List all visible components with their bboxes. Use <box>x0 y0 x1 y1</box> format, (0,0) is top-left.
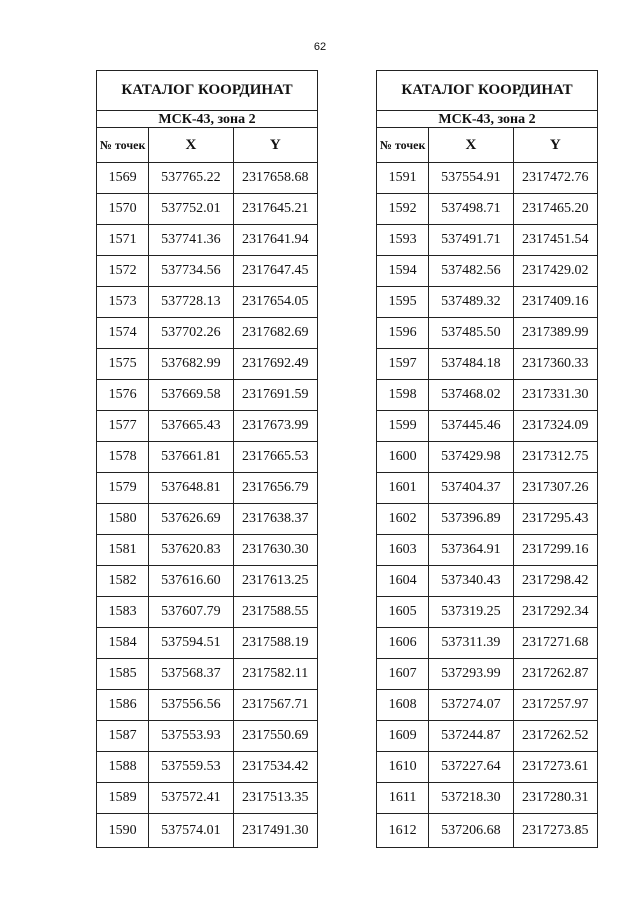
cell-x: 537594.51 <box>149 628 233 659</box>
cell-x: 537554.91 <box>429 163 513 194</box>
table-row <box>377 411 598 442</box>
coordinate-catalog-table-right <box>376 70 598 848</box>
cell-point-number: 1581 <box>97 535 149 566</box>
cell-x: 537404.37 <box>429 473 513 504</box>
table-row <box>377 752 598 783</box>
cell-x: 537445.46 <box>429 411 513 442</box>
column-header-point-number: № точек <box>97 128 149 163</box>
cell-x: 537665.43 <box>149 411 233 442</box>
cell-point-number: 1603 <box>377 535 429 566</box>
cell-point-number: 1605 <box>377 597 429 628</box>
table-row <box>377 163 598 194</box>
table-row <box>377 287 598 318</box>
cell-y: 2317641.94 <box>233 225 317 256</box>
cell-y: 2317692.49 <box>233 349 317 380</box>
table-row <box>377 442 598 473</box>
cell-point-number: 1569 <box>97 163 149 194</box>
table-row <box>97 814 318 848</box>
cell-point-number: 1601 <box>377 473 429 504</box>
table-row <box>97 349 318 380</box>
table-row <box>377 380 598 411</box>
cell-point-number: 1609 <box>377 721 429 752</box>
table-row <box>377 473 598 504</box>
cell-y: 2317465.20 <box>513 194 597 225</box>
cell-point-number: 1600 <box>377 442 429 473</box>
table-row <box>377 814 598 848</box>
table-row <box>97 163 318 194</box>
cell-point-number: 1580 <box>97 504 149 535</box>
cell-point-number: 1584 <box>97 628 149 659</box>
cell-x: 537274.07 <box>429 690 513 721</box>
cell-y: 2317307.26 <box>513 473 597 504</box>
cell-x: 537489.32 <box>429 287 513 318</box>
catalog-body <box>377 163 598 848</box>
cell-y: 2317567.71 <box>233 690 317 721</box>
table-row <box>377 535 598 566</box>
table-row <box>97 473 318 504</box>
cell-point-number: 1578 <box>97 442 149 473</box>
cell-point-number: 1595 <box>377 287 429 318</box>
cell-point-number: 1593 <box>377 225 429 256</box>
table-row <box>97 256 318 287</box>
cell-y: 2317292.34 <box>513 597 597 628</box>
cell-point-number: 1587 <box>97 721 149 752</box>
cell-y: 2317262.52 <box>513 721 597 752</box>
table-row <box>97 287 318 318</box>
table-row <box>97 597 318 628</box>
cell-point-number: 1590 <box>97 814 149 848</box>
cell-x: 537227.64 <box>429 752 513 783</box>
cell-point-number: 1589 <box>97 783 149 814</box>
table-row <box>377 225 598 256</box>
cell-y: 2317312.75 <box>513 442 597 473</box>
cell-point-number: 1574 <box>97 318 149 349</box>
cell-y: 2317647.45 <box>233 256 317 287</box>
cell-point-number: 1606 <box>377 628 429 659</box>
cell-x: 537244.87 <box>429 721 513 752</box>
cell-point-number: 1592 <box>377 194 429 225</box>
cell-x: 537607.79 <box>149 597 233 628</box>
table-row <box>97 225 318 256</box>
table-row <box>377 194 598 225</box>
table-row <box>377 256 598 287</box>
cell-y: 2317491.30 <box>233 814 317 848</box>
table-row <box>97 504 318 535</box>
cell-y: 2317654.05 <box>233 287 317 318</box>
cell-point-number: 1596 <box>377 318 429 349</box>
table-row <box>377 721 598 752</box>
table-row <box>377 690 598 721</box>
cell-x: 537682.99 <box>149 349 233 380</box>
cell-point-number: 1607 <box>377 659 429 690</box>
cell-x: 537484.18 <box>429 349 513 380</box>
table-row <box>97 783 318 814</box>
table-row <box>97 318 318 349</box>
cell-x: 537556.56 <box>149 690 233 721</box>
cell-point-number: 1598 <box>377 380 429 411</box>
cell-y: 2317613.25 <box>233 566 317 597</box>
cell-x: 537702.26 <box>149 318 233 349</box>
cell-y: 2317273.61 <box>513 752 597 783</box>
cell-point-number: 1612 <box>377 814 429 848</box>
cell-y: 2317656.79 <box>233 473 317 504</box>
cell-y: 2317691.59 <box>233 380 317 411</box>
cell-y: 2317665.53 <box>233 442 317 473</box>
catalog-title: КАТАЛОГ КООРДИНАТ <box>97 71 318 111</box>
cell-y: 2317324.09 <box>513 411 597 442</box>
column-header-y: Y <box>513 128 597 163</box>
cell-x: 537498.71 <box>429 194 513 225</box>
cell-point-number: 1573 <box>97 287 149 318</box>
cell-x: 537568.37 <box>149 659 233 690</box>
cell-point-number: 1611 <box>377 783 429 814</box>
cell-y: 2317588.55 <box>233 597 317 628</box>
table-row <box>377 783 598 814</box>
cell-x: 537574.01 <box>149 814 233 848</box>
cell-y: 2317409.16 <box>513 287 597 318</box>
cell-y: 2317673.99 <box>233 411 317 442</box>
cell-x: 537734.56 <box>149 256 233 287</box>
table-row <box>377 504 598 535</box>
cell-y: 2317299.16 <box>513 535 597 566</box>
cell-point-number: 1570 <box>97 194 149 225</box>
cell-x: 537648.81 <box>149 473 233 504</box>
table-row <box>97 752 318 783</box>
table-row <box>97 659 318 690</box>
cell-y: 2317630.30 <box>233 535 317 566</box>
cell-y: 2317262.87 <box>513 659 597 690</box>
cell-point-number: 1604 <box>377 566 429 597</box>
cell-x: 537293.99 <box>429 659 513 690</box>
catalog-subtitle: МСК-43, зона 2 <box>377 111 598 128</box>
cell-y: 2317513.35 <box>233 783 317 814</box>
table-row <box>97 442 318 473</box>
cell-point-number: 1576 <box>97 380 149 411</box>
cell-point-number: 1588 <box>97 752 149 783</box>
cell-y: 2317360.33 <box>513 349 597 380</box>
cell-y: 2317472.76 <box>513 163 597 194</box>
column-header-point-number: № точек <box>377 128 429 163</box>
cell-y: 2317645.21 <box>233 194 317 225</box>
cell-x: 537482.56 <box>429 256 513 287</box>
cell-y: 2317298.42 <box>513 566 597 597</box>
cell-x: 537396.89 <box>429 504 513 535</box>
cell-point-number: 1586 <box>97 690 149 721</box>
cell-x: 537553.93 <box>149 721 233 752</box>
cell-x: 537364.91 <box>429 535 513 566</box>
cell-x: 537468.02 <box>429 380 513 411</box>
table-row <box>97 380 318 411</box>
cell-y: 2317273.85 <box>513 814 597 848</box>
cell-y: 2317429.02 <box>513 256 597 287</box>
table-row <box>377 318 598 349</box>
cell-x: 537728.13 <box>149 287 233 318</box>
cell-point-number: 1591 <box>377 163 429 194</box>
cell-y: 2317451.54 <box>513 225 597 256</box>
cell-y: 2317658.68 <box>233 163 317 194</box>
table-row <box>97 628 318 659</box>
cell-y: 2317534.42 <box>233 752 317 783</box>
table-row <box>377 628 598 659</box>
cell-x: 537429.98 <box>429 442 513 473</box>
cell-y: 2317331.30 <box>513 380 597 411</box>
cell-point-number: 1585 <box>97 659 149 690</box>
table-row <box>97 721 318 752</box>
cell-x: 537206.68 <box>429 814 513 848</box>
table-row <box>97 690 318 721</box>
cell-y: 2317271.68 <box>513 628 597 659</box>
cell-point-number: 1571 <box>97 225 149 256</box>
cell-y: 2317588.19 <box>233 628 317 659</box>
column-header-x: X <box>429 128 513 163</box>
cell-y: 2317682.69 <box>233 318 317 349</box>
cell-x: 537752.01 <box>149 194 233 225</box>
cell-point-number: 1575 <box>97 349 149 380</box>
cell-point-number: 1572 <box>97 256 149 287</box>
cell-point-number: 1602 <box>377 504 429 535</box>
cell-x: 537626.69 <box>149 504 233 535</box>
cell-x: 537340.43 <box>429 566 513 597</box>
table-row <box>377 566 598 597</box>
catalog-body <box>97 163 318 848</box>
cell-x: 537491.71 <box>429 225 513 256</box>
cell-y: 2317257.97 <box>513 690 597 721</box>
coordinate-catalog-table-left <box>96 70 318 848</box>
cell-y: 2317389.99 <box>513 318 597 349</box>
cell-point-number: 1579 <box>97 473 149 504</box>
table-row <box>97 535 318 566</box>
cell-x: 537669.58 <box>149 380 233 411</box>
table-row <box>377 597 598 628</box>
cell-x: 537765.22 <box>149 163 233 194</box>
cell-point-number: 1583 <box>97 597 149 628</box>
cell-x: 537741.36 <box>149 225 233 256</box>
catalog-subtitle: МСК-43, зона 2 <box>97 111 318 128</box>
cell-x: 537661.81 <box>149 442 233 473</box>
table-row <box>97 566 318 597</box>
cell-point-number: 1577 <box>97 411 149 442</box>
catalog-title: КАТАЛОГ КООРДИНАТ <box>377 71 598 111</box>
cell-x: 537620.83 <box>149 535 233 566</box>
cell-y: 2317582.11 <box>233 659 317 690</box>
cell-point-number: 1594 <box>377 256 429 287</box>
cell-x: 537559.53 <box>149 752 233 783</box>
cell-y: 2317638.37 <box>233 504 317 535</box>
table-row <box>377 659 598 690</box>
column-header-y: Y <box>233 128 317 163</box>
cell-x: 537572.41 <box>149 783 233 814</box>
cell-y: 2317295.43 <box>513 504 597 535</box>
cell-y: 2317550.69 <box>233 721 317 752</box>
table-row <box>97 194 318 225</box>
table-row <box>377 349 598 380</box>
cell-point-number: 1599 <box>377 411 429 442</box>
cell-x: 537311.39 <box>429 628 513 659</box>
cell-point-number: 1610 <box>377 752 429 783</box>
cell-x: 537218.30 <box>429 783 513 814</box>
page-number: 62 <box>313 41 327 53</box>
cell-x: 537616.60 <box>149 566 233 597</box>
cell-x: 537485.50 <box>429 318 513 349</box>
cell-point-number: 1608 <box>377 690 429 721</box>
column-header-x: X <box>149 128 233 163</box>
cell-x: 537319.25 <box>429 597 513 628</box>
table-row <box>97 411 318 442</box>
cell-point-number: 1597 <box>377 349 429 380</box>
cell-y: 2317280.31 <box>513 783 597 814</box>
cell-point-number: 1582 <box>97 566 149 597</box>
